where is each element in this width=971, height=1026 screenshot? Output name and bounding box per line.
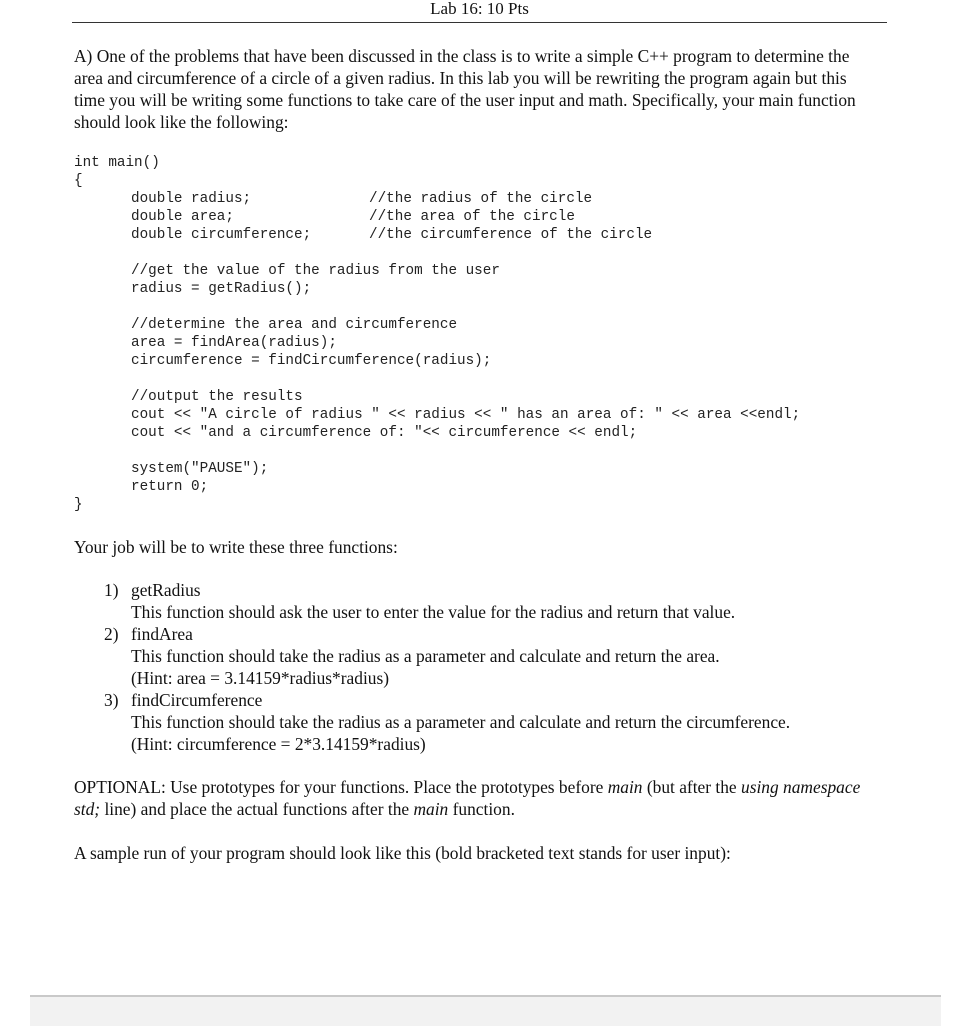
code-comment: //determine the area and circumference (131, 317, 458, 333)
code-line: system("PAUSE"); (131, 461, 269, 477)
code-line: double area; (131, 209, 234, 225)
list-number: 1) (104, 580, 119, 600)
list-number: 2) (104, 624, 119, 644)
code-line: { (74, 173, 83, 189)
function-name: getRadius (131, 580, 201, 600)
code-line: area = findArea(radius); (131, 335, 337, 351)
code-line: return 0; (131, 479, 209, 495)
code-line: double circumference; (131, 227, 312, 243)
function-name: findArea (131, 624, 193, 644)
code-line: radius = getRadius(); (131, 281, 312, 297)
function-description: This function should take the radius as a parameter and calculate and return the circumference. (131, 712, 791, 732)
function-hint: (Hint: area = 3.14159*radius*radius) (131, 668, 390, 688)
optional-paragraph (74, 776, 874, 820)
optional-emphasis: main (413, 799, 449, 819)
list-item (74, 579, 894, 623)
code-line: } (74, 497, 83, 513)
optional-text: function. (448, 799, 515, 819)
function-hint: (Hint: circumference = 2*3.14159*radius) (131, 734, 426, 754)
page-footer-bar (30, 995, 941, 1026)
optional-text: (but after the (642, 777, 741, 797)
list-item (74, 689, 894, 755)
intro-paragraph: A) One of the problems that have been discussed in the class is to write a simple C++ program to determine the area and circumference of a circle of a given radius. In this lab you will be rewriting the program again but this time you will be writing some functions to take care of the user input and math. Specifically, your main function should look like the following: (74, 46, 856, 132)
code-line: int main() (74, 155, 160, 171)
optional-text: line) and place the actual functions after the (100, 799, 414, 819)
job-text: Your job will be to write these three functions: (74, 537, 398, 557)
list-item (74, 623, 894, 689)
list-number: 3) (104, 690, 119, 710)
code-comment: //output the results (131, 389, 303, 405)
page-header (72, 0, 887, 23)
code-comment: //the radius of the circle (369, 191, 593, 207)
code-comment: //the area of the circle (369, 209, 575, 225)
function-list (74, 579, 894, 755)
code-comment: //the circumference of the circle (369, 227, 653, 243)
optional-text: OPTIONAL: Use prototypes for your functions. Place the prototypes before (74, 777, 608, 797)
function-description: This function should ask the user to enter the value for the radius and return that value. (131, 602, 736, 622)
optional-emphasis: using namespace std; (74, 777, 861, 819)
code-line: double radius; (131, 191, 252, 207)
code-line: cout << "and a circumference of: "<< circumference << endl; (131, 425, 638, 441)
sample-run-text: A sample run of your program should look like this (bold bracketed text stands for user input): (74, 843, 731, 863)
code-line: cout << "A circle of radius " << radius << " has an area of: " << area <<endl; (131, 407, 801, 423)
page-title: Lab 16: 10 Pts (430, 0, 529, 18)
function-name: findCircumference (131, 690, 263, 710)
function-description: This function should take the radius as a parameter and calculate and return the area. (131, 646, 720, 666)
code-comment: //get the value of the radius from the user (131, 263, 500, 279)
code-line: circumference = findCircumference(radius); (131, 353, 492, 369)
optional-emphasis: main (607, 777, 643, 797)
